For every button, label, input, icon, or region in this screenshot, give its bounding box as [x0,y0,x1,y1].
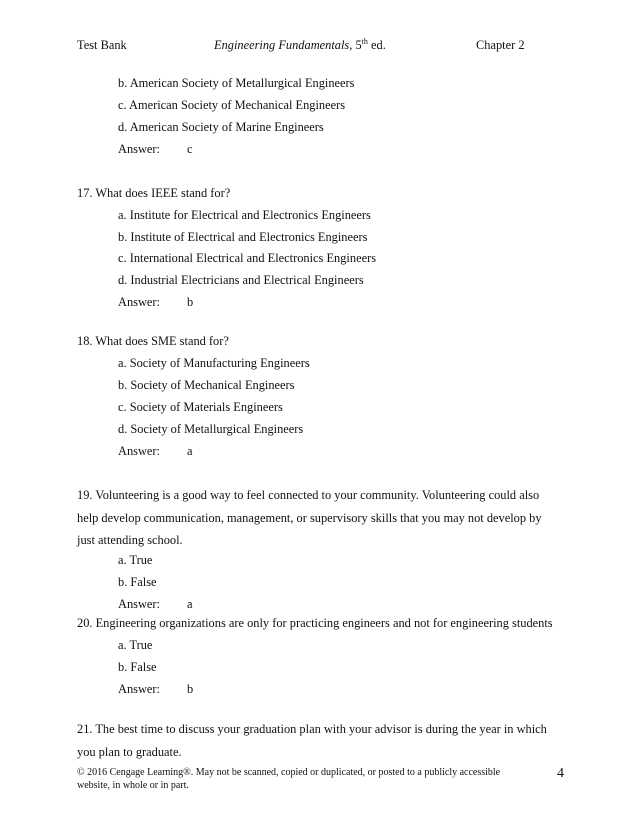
q17-answer-label: Answer: [118,295,160,309]
edition-superscript: th [361,37,368,46]
q19-option-b: b. False [118,575,157,589]
q21-question: 21. The best time to discuss your graduation plan with your advisor is during the year in which you plan to graduate. [77,722,547,759]
q18-answer: a [187,444,193,458]
q16-option-c: c. American Society of Mechanical Engineers [118,98,346,112]
q18-option-c: c. Society of Materials Engineers [118,400,283,414]
header-title [214,38,386,53]
q20-question: 20. Engineering organizations are only for practicing engineers and not for engineering students [77,616,553,630]
q16-answer: c [187,142,193,156]
edition-number: 5 [355,38,362,52]
q20-option-b: b. False [118,660,157,674]
q19-question: 19. Volunteering is a good way to feel connected to your community. Volunteering could also help develop communication, management, or supervisory skills that you may not develop by just attending school. [77,488,542,547]
q19-answer: a [187,597,193,611]
book-title: Engineering Fundamentals, [214,38,353,52]
q16-answer-label: Answer: [118,142,160,156]
q18-question: 18. What does SME stand for? [77,334,229,348]
q19-answer-label: Answer: [118,597,160,611]
q18-option-b: b. Society of Mechanical Engineers [118,378,295,392]
q20-option-a: a. True [118,638,153,652]
q19-option-a: a. True [118,553,153,567]
q17-option-c: c. International Electrical and Electronics Engineers [118,251,377,265]
q16-option-d: d. American Society of Marine Engineers [118,120,324,134]
q18-option-a: a. Society of Manufacturing Engineers [118,356,310,370]
q17-option-a: a. Institute for Electrical and Electronics Engineers [118,208,371,222]
q20-answer: b [187,682,194,696]
q17-option-b: b. Institute of Electrical and Electronics Engineers [118,230,368,244]
q18-option-d: d. Society of Metallurgical Engineers [118,422,304,436]
q20-answer-label: Answer: [118,682,160,696]
q18-answer-label: Answer: [118,444,160,458]
q17-answer: b [187,295,194,309]
q16-option-b: b. American Society of Metallurgical Engineers [118,76,355,90]
q17-question: 17. What does IEEE stand for? [77,186,231,200]
header-left: Test Bank [77,38,127,52]
footer-copyright: © 2016 Cengage Learning®. May not be scanned, copied or duplicated, or posted to a publicly accessible website, in whole or in part. [77,767,501,791]
edition-suffix: ed. [371,38,386,52]
q17-option-d: d. Industrial Electricians and Electrical Engineers [118,273,364,287]
header-right: Chapter 2 [476,38,525,52]
page-number: 4 [557,766,564,781]
